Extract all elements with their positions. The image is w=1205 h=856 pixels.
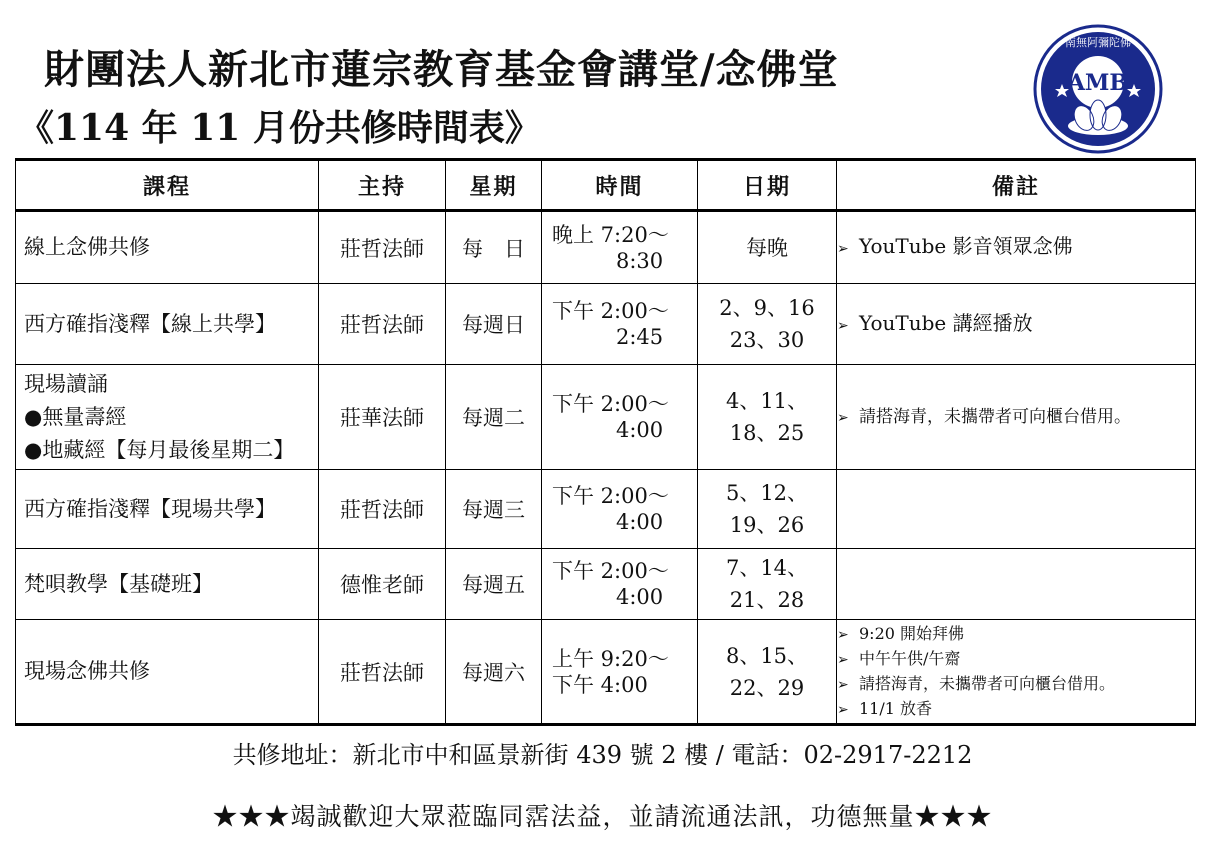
date-cell bbox=[698, 549, 837, 620]
note-text: YouTube 影音領眾念佛 bbox=[859, 234, 1073, 258]
weekday-cell: 每週六 bbox=[446, 620, 542, 725]
notes-cell bbox=[837, 365, 1196, 470]
schedule-table bbox=[15, 158, 1196, 726]
host-cell: 莊哲法師 bbox=[319, 470, 446, 549]
course-name: 線上念佛共修 bbox=[24, 235, 150, 259]
table-row bbox=[16, 211, 1196, 284]
table-row bbox=[16, 470, 1196, 549]
course-cell bbox=[16, 365, 319, 470]
host-cell: 莊哲法師 bbox=[319, 620, 446, 725]
course-name: 梵唄教學【基礎班】 bbox=[24, 571, 213, 596]
date-line: 5、12、 bbox=[725, 481, 809, 505]
arrow-bullet-icon: ➢ bbox=[837, 317, 849, 334]
time-cell bbox=[542, 470, 698, 549]
date-cell bbox=[698, 211, 837, 284]
address-line: 共修地址：新北市中和區景新街 439 號 2 樓 / 電話：02-2917-2212 bbox=[232, 741, 973, 769]
date-line: 2、9、16 bbox=[719, 296, 815, 320]
note-item bbox=[837, 622, 1195, 647]
logo-top-text: 南無阿彌陀佛 bbox=[1065, 36, 1131, 49]
page-title: 財團法人新北市蓮宗教育基金會講堂/念佛堂 bbox=[44, 46, 839, 93]
time-cell bbox=[542, 284, 698, 365]
note-item bbox=[837, 697, 1195, 722]
date-line: 7、14、 bbox=[725, 556, 809, 580]
notes-cell bbox=[837, 620, 1196, 725]
course-name: 現場念佛共修 bbox=[24, 659, 150, 683]
time-cell bbox=[542, 211, 698, 284]
arrow-bullet-icon: ➢ bbox=[837, 676, 849, 693]
table-row bbox=[16, 284, 1196, 365]
note-item bbox=[837, 647, 1195, 672]
arrow-bullet-icon: ➢ bbox=[837, 241, 849, 257]
date-line: 4、11、 bbox=[725, 389, 809, 413]
host-cell: 莊華法師 bbox=[319, 365, 446, 470]
note-text: 請搭海青，未攜帶者可向櫃台借用。 bbox=[859, 673, 1116, 693]
arrow-bullet-icon: ➢ bbox=[837, 626, 849, 643]
date-line: 22、29 bbox=[729, 675, 805, 700]
course-name: 現場讀誦 bbox=[24, 371, 108, 396]
time-start: 下午 2:00～ bbox=[552, 392, 669, 416]
date-cell bbox=[698, 365, 837, 470]
course-subitem: ●無量壽經 bbox=[24, 404, 127, 429]
weekday-cell: 每週五 bbox=[446, 549, 542, 620]
date-line: 每晚 bbox=[746, 235, 788, 260]
date-line: 21、28 bbox=[729, 588, 805, 612]
header-weekday: 星期 bbox=[446, 160, 542, 211]
header-notes: 備註 bbox=[837, 160, 1196, 211]
time-start: 下午 2:00～ bbox=[552, 559, 669, 583]
note-text: 9:20 開始拜佛 bbox=[859, 623, 965, 643]
table-row bbox=[16, 365, 1196, 470]
header-host: 主持 bbox=[319, 160, 446, 211]
course-name: 西方確指淺釋【線上共學】 bbox=[24, 311, 276, 336]
header-date: 日期 bbox=[698, 160, 837, 211]
host-cell: 莊哲法師 bbox=[319, 284, 446, 365]
date-line: 18、25 bbox=[729, 421, 805, 445]
course-cell bbox=[16, 470, 319, 549]
host-cell: 莊哲法師 bbox=[319, 211, 446, 284]
course-name: 西方確指淺釋【現場共學】 bbox=[24, 496, 276, 521]
time-start: 上午 9:20～ bbox=[552, 646, 669, 671]
time-cell bbox=[542, 549, 698, 620]
time-end: 2:45 bbox=[616, 325, 664, 349]
time-start: 晚上 7:20～ bbox=[552, 222, 669, 247]
arrow-bullet-icon: ➢ bbox=[837, 409, 849, 426]
notes-cell bbox=[837, 549, 1196, 620]
footer-message: ★★★竭誠歡迎大眾蒞臨同霑法益，並請流通法訊，功德無量★★★ bbox=[212, 802, 993, 831]
note-item bbox=[837, 403, 1195, 432]
time-end: 4:00 bbox=[616, 510, 664, 534]
course-cell bbox=[16, 284, 319, 365]
course-subitem: ●地藏經【每月最後星期二】 bbox=[24, 437, 295, 462]
date-line: 19、26 bbox=[729, 513, 805, 537]
note-text: 請搭海青，未攜帶者可向櫃台借用。 bbox=[859, 406, 1131, 427]
notes-cell bbox=[837, 211, 1196, 284]
time-cell bbox=[542, 620, 698, 725]
course-cell bbox=[16, 211, 319, 284]
time-start: 下午 2:00～ bbox=[552, 299, 669, 323]
date-cell bbox=[698, 284, 837, 365]
time-end: 8:30 bbox=[616, 248, 664, 273]
arrow-bullet-icon: ➢ bbox=[837, 651, 849, 668]
table-row bbox=[16, 620, 1196, 725]
weekday-cell: 每週三 bbox=[446, 470, 542, 549]
course-cell bbox=[16, 549, 319, 620]
notes-cell bbox=[837, 470, 1196, 549]
logo-emblem-icon bbox=[1032, 24, 1164, 154]
header-time: 時間 bbox=[542, 160, 698, 211]
time-cell bbox=[542, 365, 698, 470]
weekday-cell: 每 日 bbox=[446, 211, 542, 284]
date-line: 8、15、 bbox=[725, 643, 809, 668]
logo-monogram: AMB bbox=[1067, 70, 1129, 96]
time-end: 4:00 bbox=[616, 418, 664, 442]
date-line: 23、30 bbox=[729, 328, 805, 352]
note-text: 11/1 放香 bbox=[859, 698, 933, 718]
course-cell bbox=[16, 620, 319, 725]
time-start: 下午 2:00～ bbox=[552, 484, 669, 508]
amb-logo bbox=[1032, 24, 1164, 154]
date-cell bbox=[698, 470, 837, 549]
host-cell: 德惟老師 bbox=[319, 549, 446, 620]
note-item bbox=[837, 672, 1195, 697]
date-cell bbox=[698, 620, 837, 725]
time-end: 4:00 bbox=[616, 585, 664, 609]
time-end: 下午 4:00 bbox=[552, 672, 648, 697]
note-item bbox=[837, 232, 1195, 263]
table-row bbox=[16, 549, 1196, 620]
notes-cell bbox=[837, 284, 1196, 365]
weekday-cell: 每週二 bbox=[446, 365, 542, 470]
table-header-row bbox=[16, 160, 1196, 211]
weekday-cell: 每週日 bbox=[446, 284, 542, 365]
note-text: YouTube 講經播放 bbox=[859, 310, 1033, 335]
arrow-bullet-icon: ➢ bbox=[837, 701, 849, 718]
page-subtitle: 《114 年 11 月份共修時間表》 bbox=[18, 107, 541, 149]
note-text: 中午午供/午齋 bbox=[859, 648, 961, 668]
note-item bbox=[837, 309, 1195, 340]
header-course: 課程 bbox=[16, 160, 319, 211]
